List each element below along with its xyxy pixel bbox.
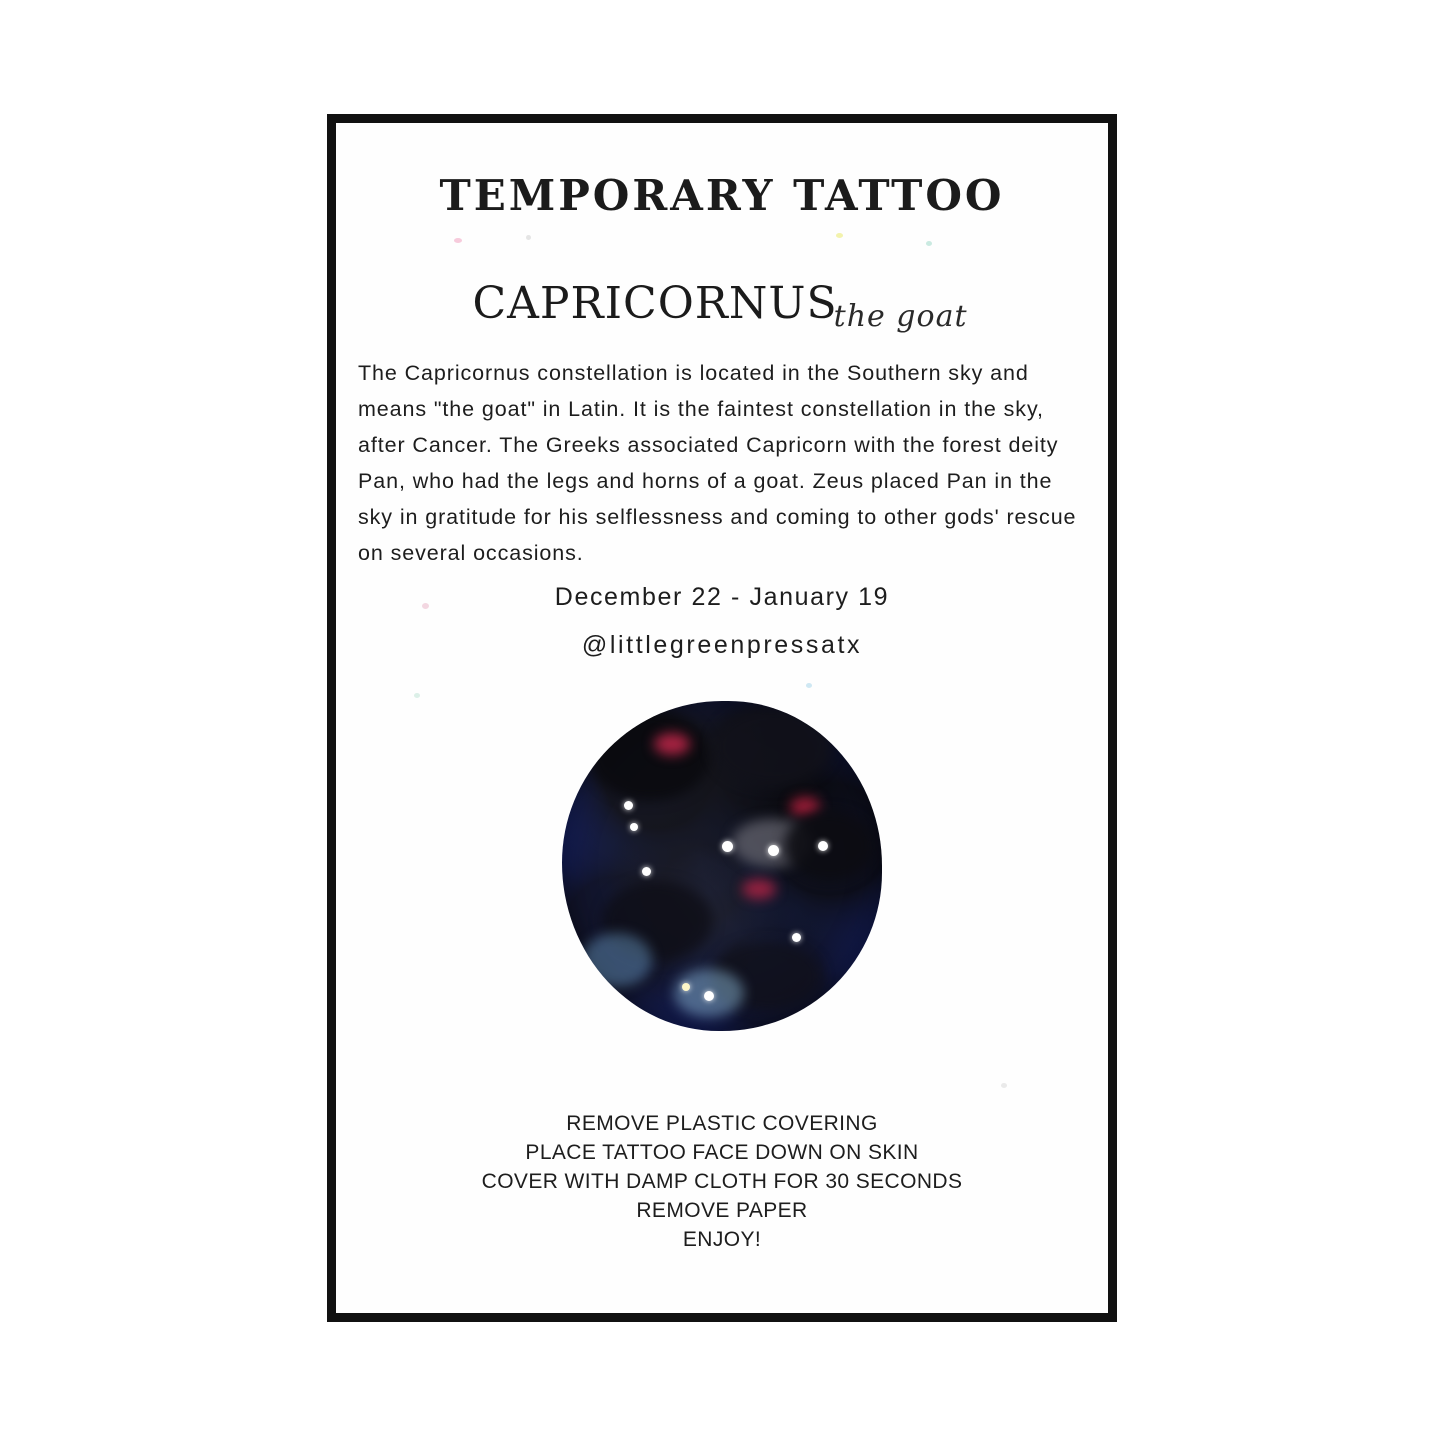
watercolor-circle bbox=[562, 701, 882, 1031]
paper-speck bbox=[414, 693, 420, 698]
page-title: TEMPORARY TATTOO bbox=[439, 171, 1005, 220]
constellation-star bbox=[768, 845, 779, 856]
tattoo-card bbox=[327, 114, 1117, 1322]
date-range: December 22 - January 19 bbox=[554, 583, 890, 611]
art-blob-dark bbox=[712, 707, 832, 787]
constellation-star bbox=[624, 801, 633, 810]
instruction-line: REMOVE PLASTIC COVERING bbox=[566, 1112, 878, 1135]
constellation-star bbox=[792, 933, 801, 942]
paper-speck bbox=[454, 238, 462, 243]
constellation-star bbox=[818, 841, 828, 851]
paper-speck bbox=[926, 241, 932, 246]
constellation-star bbox=[704, 991, 714, 1001]
instruction-line: PLACE TATTOO FACE DOWN ON SKIN bbox=[525, 1141, 919, 1164]
constellation-star bbox=[722, 841, 733, 852]
art-blob-light bbox=[582, 933, 652, 987]
card-inner bbox=[336, 123, 1108, 1313]
art-blob-dark bbox=[590, 711, 710, 801]
social-handle: @littlegreenpressatx bbox=[581, 631, 863, 659]
instruction-line: ENJOY! bbox=[682, 1228, 762, 1251]
description-text: The Capricornus constellation is located in the Southern sky and means "the goat" in Latin. It is the faintest constellation in the sky, after Cancer. The Greeks associated Capricorn with the forest deity Pan, who had the legs and horns of a goat. Zeus placed Pan in the sky in gratitude for his selflessness and coming to other gods' rescue on several occasions. bbox=[358, 361, 1077, 565]
art-blob-dark bbox=[784, 811, 874, 881]
sign-subtitle: the goat bbox=[833, 299, 968, 334]
sign-heading bbox=[336, 278, 1108, 334]
sign-name: CAPRICORNUS bbox=[472, 278, 838, 329]
paper-speck bbox=[806, 683, 812, 688]
paper-speck bbox=[836, 233, 843, 238]
constellation-star bbox=[630, 823, 638, 831]
instructions-block bbox=[336, 1109, 1108, 1254]
paper-speck bbox=[526, 235, 531, 240]
constellation-artwork bbox=[562, 701, 882, 1031]
art-blob-red bbox=[742, 879, 776, 899]
constellation-star bbox=[682, 983, 690, 991]
instruction-line: COVER WITH DAMP CLOTH FOR 30 SECONDS bbox=[481, 1170, 963, 1193]
art-blob-red bbox=[654, 733, 690, 755]
instruction-line: REMOVE PAPER bbox=[636, 1199, 808, 1222]
paper-speck bbox=[1001, 1083, 1007, 1088]
constellation-star bbox=[642, 867, 651, 876]
